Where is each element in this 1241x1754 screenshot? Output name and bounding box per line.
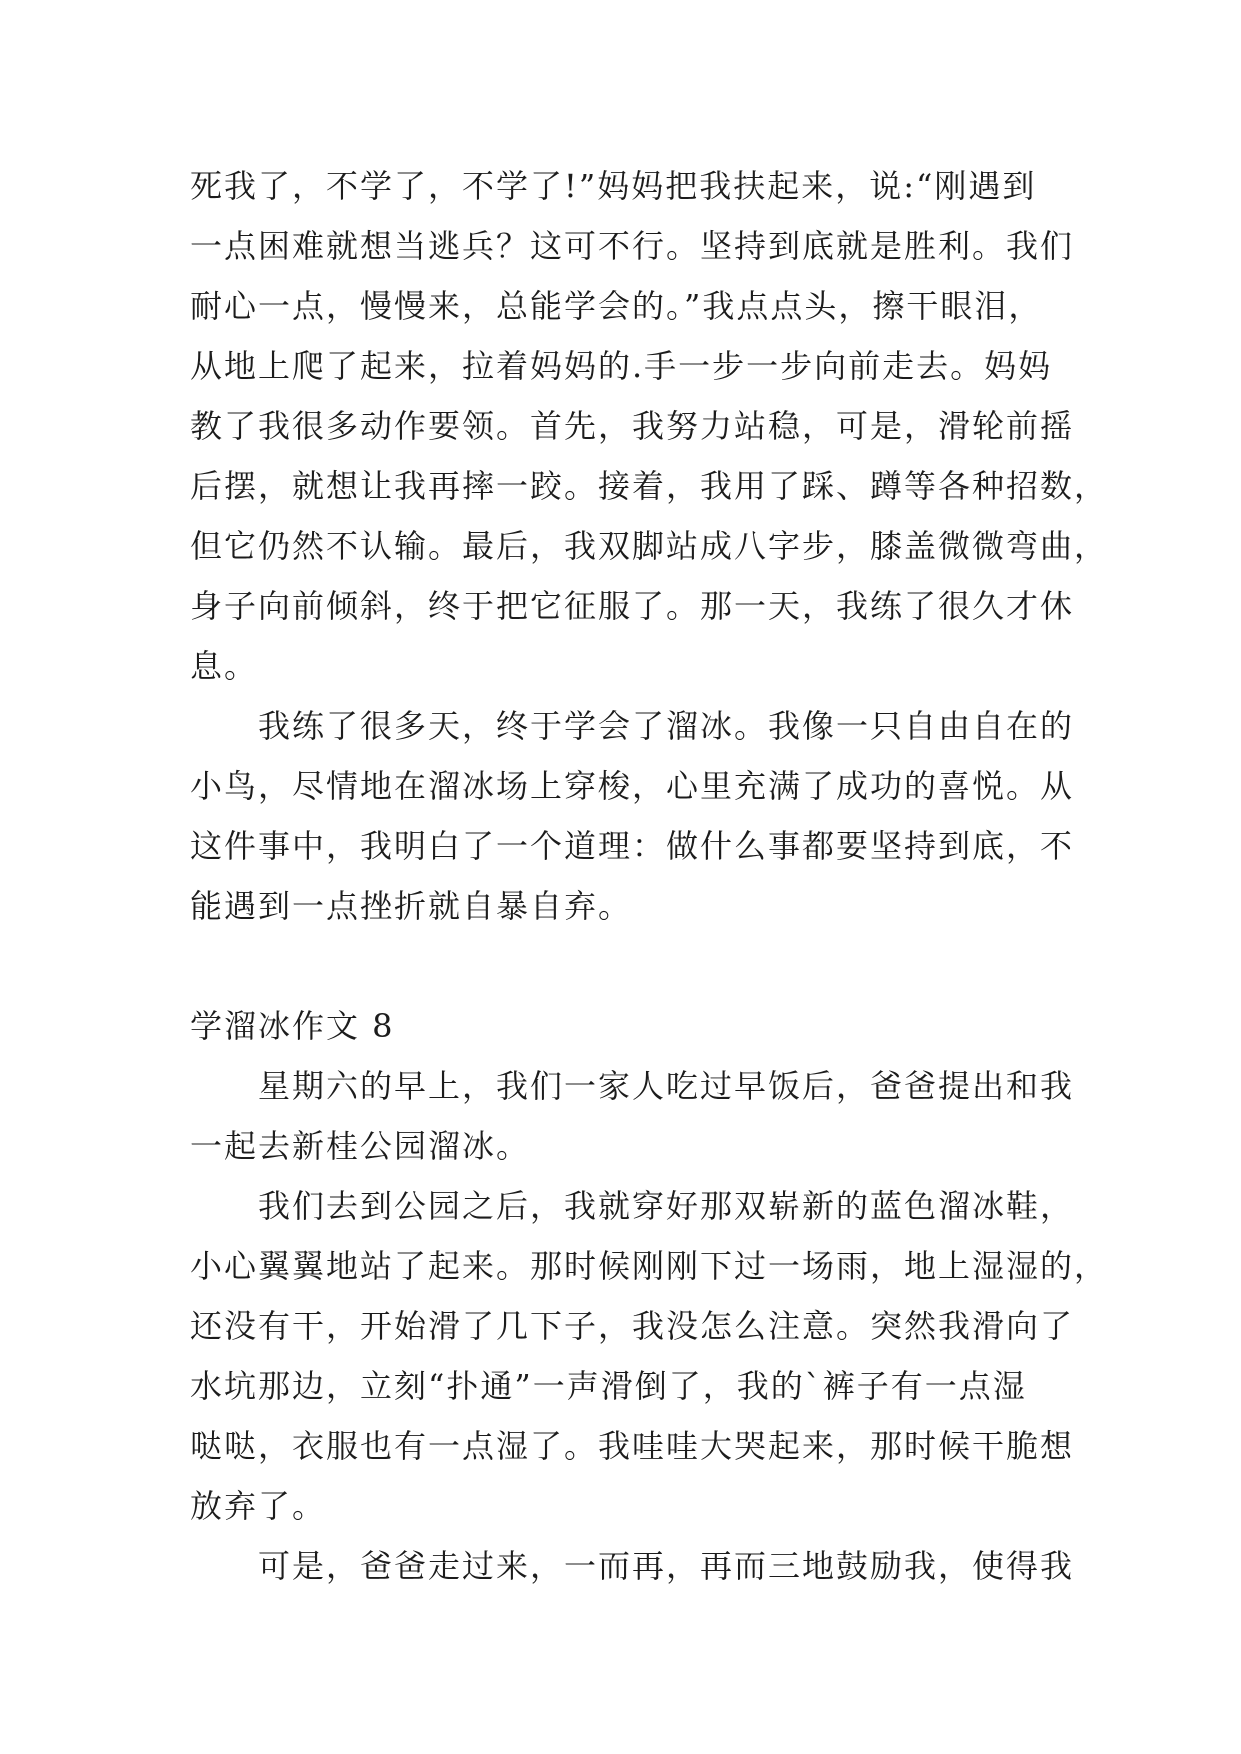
text-line: 但它仍然不认输。最后，我双脚站成八字步，膝盖微微弯曲， (190, 527, 1109, 565)
text-line: 我练了很多天，终于学会了溜冰。我像一只自由自在的 (258, 707, 1075, 745)
text-line: 一点困难就想当逃兵？这可不行。坚持到底就是胜利。我们 (190, 227, 1075, 265)
text-line: 耐心一点，慢慢来，总能学会的。”我点点头，擦干眼泪， (190, 287, 1043, 325)
text-line: 水坑那边，立刻“扑通”一声滑倒了，我的`裤子有一点湿 (190, 1367, 1027, 1405)
text-line: 能遇到一点挫折就自暴自弃。 (190, 887, 633, 925)
text-line: 可是，爸爸走过来，一而再，再而三地鼓励我，使得我 (258, 1547, 1075, 1585)
text-line: 教了我很多动作要领。首先，我努力站稳，可是，滑轮前摇 (190, 407, 1075, 445)
paragraph-continued (190, 156, 1109, 696)
text-line: 我们去到公园之后，我就穿好那双崭新的蓝色溜冰鞋， (258, 1187, 1075, 1225)
text-line: 星期六的早上，我们一家人吃过早饭后，爸爸提出和我 (258, 1067, 1075, 1105)
text-line: 一起去新桂公园溜冰。 (190, 1127, 531, 1165)
text-line: 身子向前倾斜，终于把它征服了。那一天，我练了很久才休 (190, 587, 1075, 625)
text-line: 哒哒，衣服也有一点湿了。我哇哇大哭起来，那时候干脆想 (190, 1427, 1075, 1465)
text-line: 这件事中，我明白了一个道理：做什么事都要坚持到底，不 (190, 827, 1075, 865)
text-line: 还没有干，开始滑了几下子，我没怎么注意。突然我滑向了 (190, 1307, 1075, 1345)
document-body (190, 156, 1109, 1596)
text-line: 后摆，就想让我再摔一跤。接着，我用了踩、蹲等各种招数， (190, 467, 1109, 505)
text-line: 从地上爬了起来，拉着妈妈的.手一步一步向前走去。妈妈 (190, 347, 1053, 385)
paragraph (190, 1176, 1109, 1536)
paragraph (190, 1056, 1075, 1176)
paragraph (190, 696, 1075, 936)
text-line: 小鸟，尽情地在溜冰场上穿梭，心里充满了成功的喜悦。从 (190, 767, 1075, 805)
text-line: 放弃了。 (190, 1487, 327, 1525)
paragraph (190, 1536, 1075, 1596)
text-line: 息。 (190, 647, 259, 685)
text-line: 小心翼翼地站了起来。那时候刚刚下过一场雨，地上湿湿的， (190, 1247, 1109, 1285)
text-line: 死我了，不学了，不学了!”妈妈把我扶起来，说:“刚遇到 (190, 167, 1037, 205)
essay-heading: 学溜冰作文 8 (190, 1007, 395, 1045)
